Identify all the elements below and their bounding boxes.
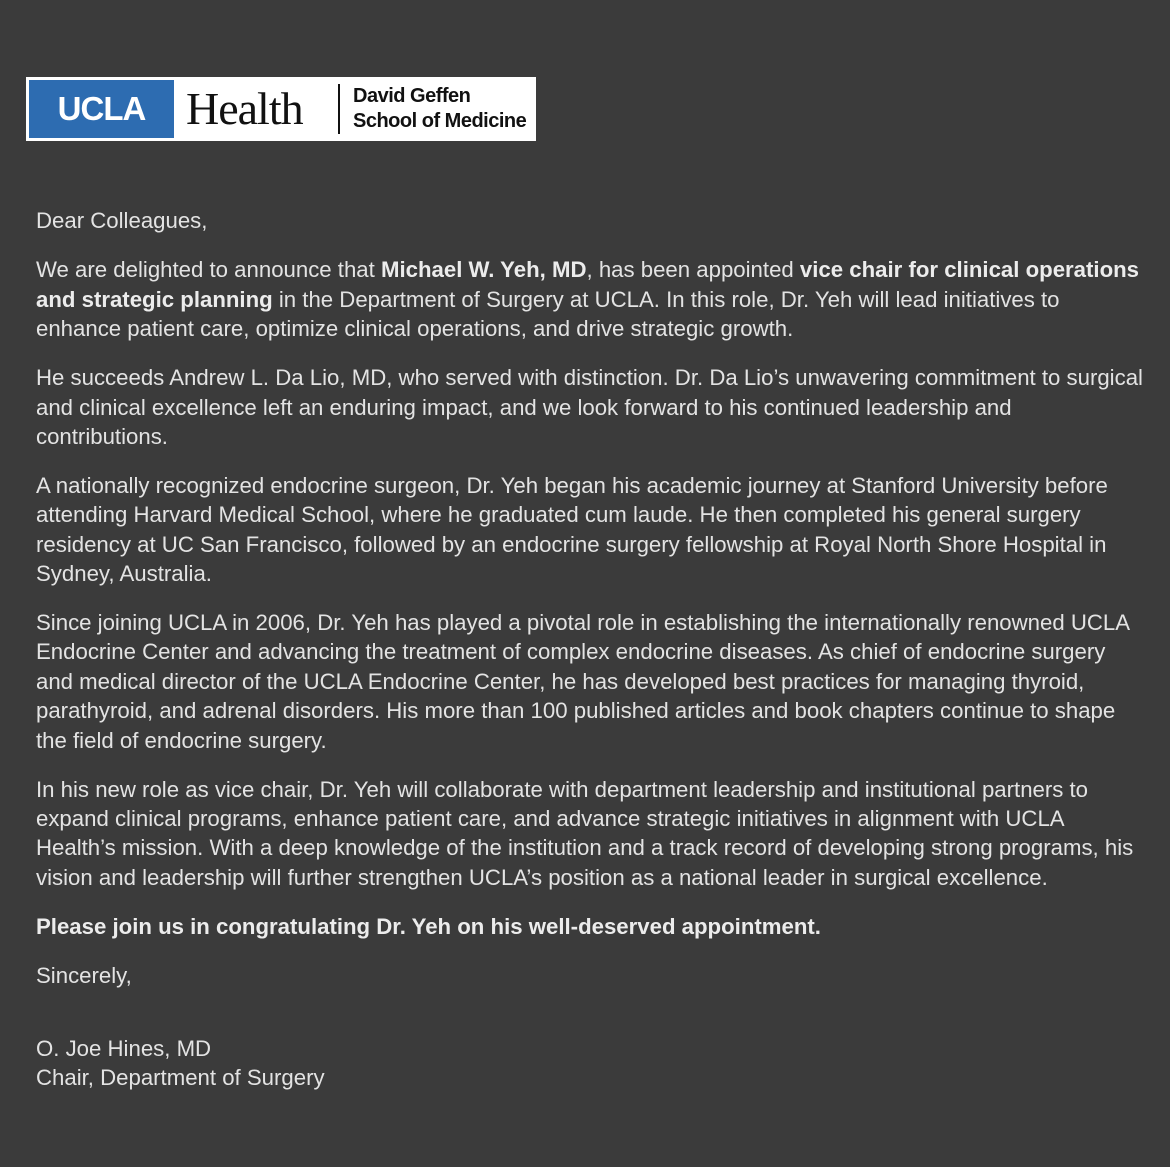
ucla-health-logo — [26, 77, 536, 141]
closing: Sincerely, — [36, 962, 132, 988]
congratulations-line — [36, 912, 1146, 941]
salutation: Dear Colleagues, — [36, 208, 208, 233]
appointee-name: Michael W. Yeh, MD — [380, 257, 587, 283]
logo-school-line2: School of Medicine — [353, 110, 527, 132]
paragraph-achievements: Since joining UCLA in 2006, Dr. Yeh has played a pivotal role in establishing the internationally renowned UCLA Endocrine Center and advancing the treatment of complex endocrine diseases. As chief of endocrine surgery and medical director of the UCLA Endocrine Center, he has developed best practices for managing thyroid, parathyroid, and adrenal disorders. His more than 100 published articles and book chapters continue to shape the field of endocrine surgery. — [36, 609, 1129, 753]
paragraph-background: A nationally recognized endocrine surgeon, Dr. Yeh began his academic journey at Stanford University before attending Harvard Medical School, where he graduated cum laude. He then completed his general surgery residency at UC San Francisco, followed by an endocrine surgery fellowship at Royal North Shore Hospital in Sydney, Australia. — [36, 472, 1108, 587]
logo-school-name — [331, 84, 536, 134]
p1-text-2: , has been appointed — [586, 257, 800, 283]
signer-name: O. Joe Hines, MD — [36, 1035, 212, 1061]
signer-title: Chair, Department of Surgery — [36, 1065, 325, 1091]
signature-block — [36, 1034, 1146, 1093]
paragraph-new-role: In his new role as vice chair, Dr. Yeh will collaborate with department leadership and institutional partners to expand clinical programs, enhance patient care, and advance strategic initiatives in alignment with UCLA Health’s mission. With a deep knowledge of the institution and a track record of developing strong programs, his vision and leadership will further strengthen UCLA’s position as a national leader in surgical excellence. — [36, 776, 1134, 890]
paragraph-announcement — [36, 255, 1146, 343]
letter-body — [36, 206, 1146, 1112]
congratulations-text: Please join us in congratulating Dr. Yeh on his well-deserved appointment. — [36, 913, 821, 939]
p1-text-3: in the Department of Surgery at UCLA. In this role, Dr. Yeh will lead initiatives to enhance patient care, optimize clinical operations, and drive strategic growth. — [36, 286, 1060, 342]
p1-text-1: We are delighted to announce that — [36, 257, 381, 283]
logo-divider — [338, 84, 340, 134]
logo-health-wordmark: Health — [186, 83, 303, 134]
appointed-role: vice chair for clinical operations and strategic planning — [36, 257, 1140, 312]
paragraph-predecessor: He succeeds Andrew L. Da Lio, MD, who served with distinction. Dr. Da Lio’s unwavering commitment to surgical and clinical excellence left an enduring impact, and we look forward to his continued leadership and contributions. — [36, 365, 1143, 449]
logo-school-line1: David Geffen — [353, 85, 471, 107]
logo-ucla-wordmark: UCLA — [29, 80, 174, 138]
